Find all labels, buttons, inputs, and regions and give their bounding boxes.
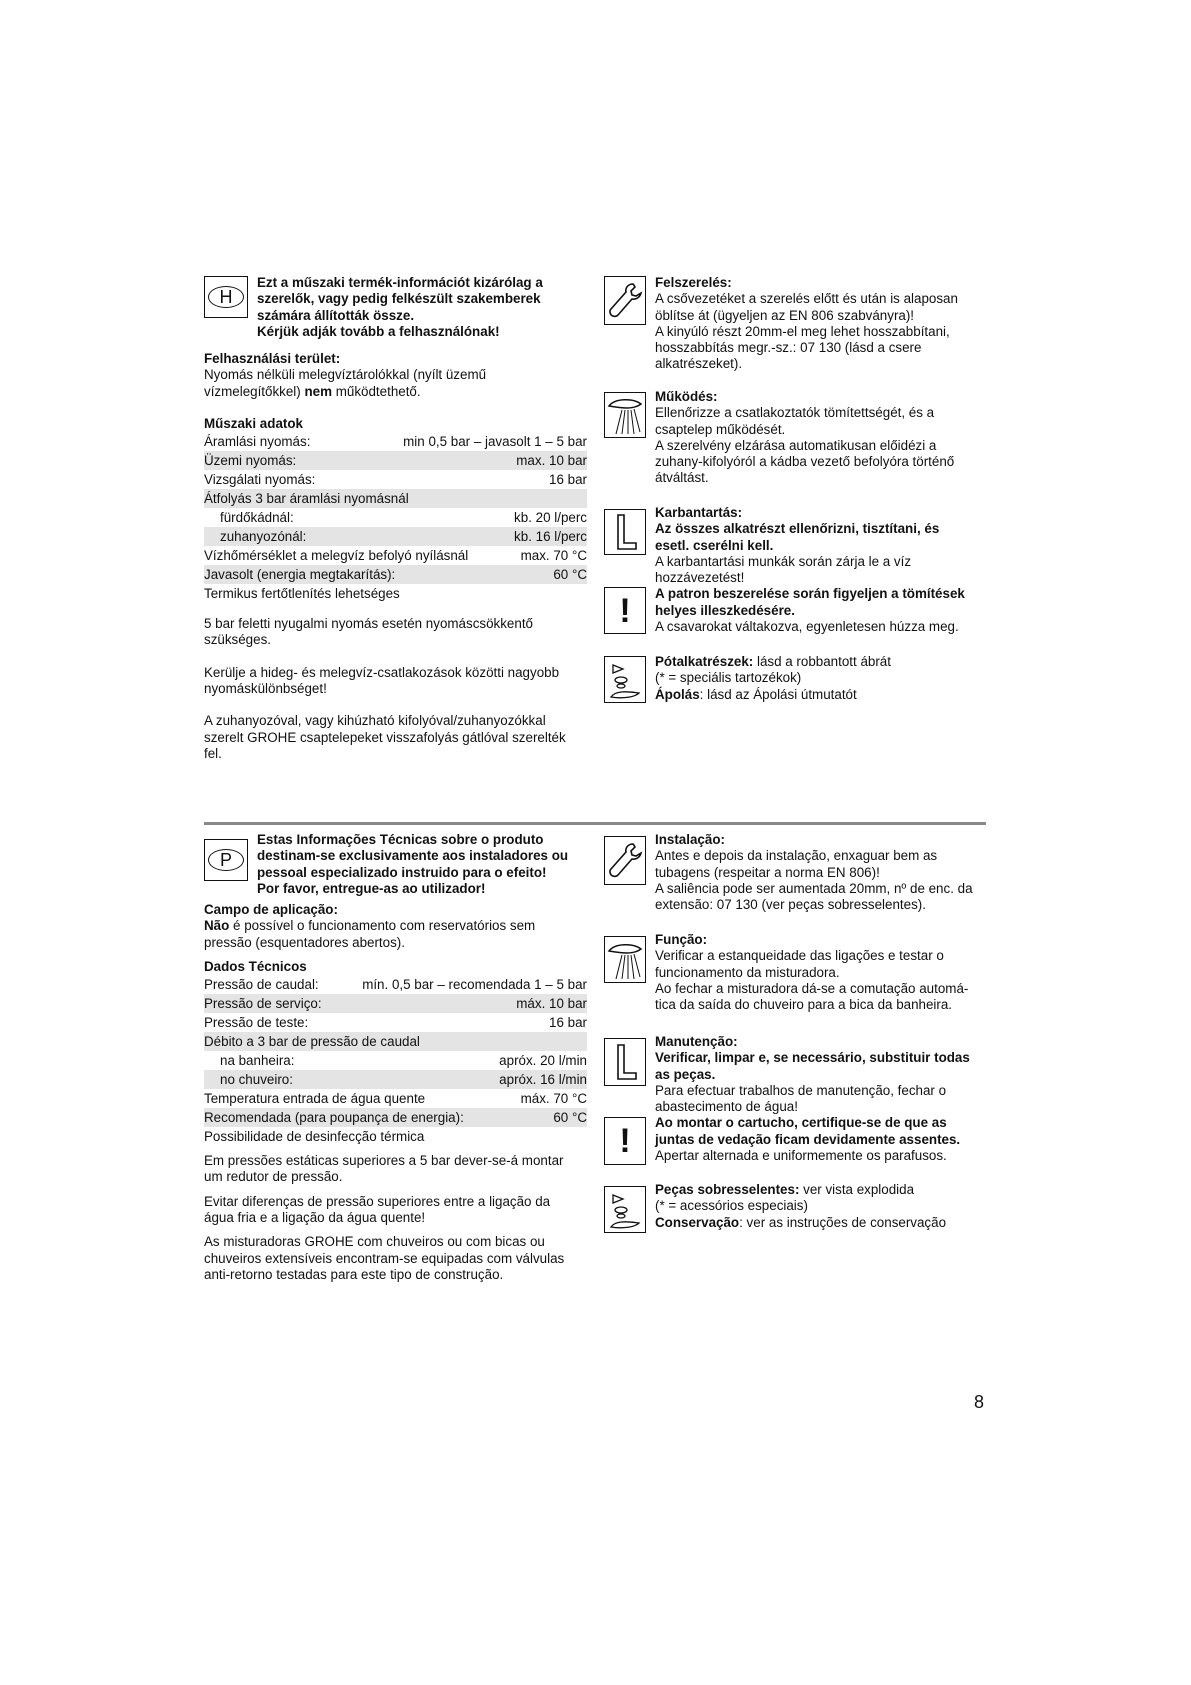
table-row: Átfolyás 3 bar áramlási nyomásnál [204, 489, 587, 508]
maintenance-title: Karbantartás: [655, 505, 743, 520]
language-code: P [219, 850, 232, 870]
intro-line: destinam-se exclusivamente aos instaladores ou [257, 848, 569, 864]
hex-key-icon [604, 509, 646, 555]
intro-notice [257, 832, 568, 897]
note: Em pressões estáticas superiores a 5 bar dever-se-á montar um redutor de pressão. [204, 1153, 564, 1185]
table-row: Termikus fertőtlenítés lehetséges [204, 586, 400, 602]
page-number: 8 [974, 1392, 985, 1412]
note: A zuhanyozóval, vagy kihúzható kifolyóval/zuhanyozókkal szerelt GROHE csaptelepeket visszafolyás gátlóval szerelték fel. [204, 713, 566, 761]
usage-line: vízmelegítőkkel) nem működtethető. [204, 383, 421, 399]
maintenance-block: Karbantartás: Az összes alkatrészt ellenőrizni, tisztítani, és esetl. cserélni kell. A karbantartási munkák során zárja le a víz hozzávezetést! A patron beszerelése során figyeljen a tömítések helyes illeszkedésére. A csavarokat váltakozva, egyenletesen húzza meg. [655, 505, 995, 635]
wrench-icon [604, 276, 646, 325]
maintenance-block: Manutenção: Verificar, limpar e, se necessário, substituir todas as peças. Para efectuar trabalhos de manutenção, fechar o abastecimento de água! Ao montar o cartucho, certifique-se de que as juntas de vedação ficam devidamente assentes. Apertar alternada e uniformemente os parafusos. [655, 1034, 995, 1164]
spare-parts-block: Peças sobresselentes: ver vista explodida (* = acessórios especiais) Conservação: ver as instruções de conservação [655, 1182, 947, 1230]
spare-parts-icon [604, 656, 646, 703]
tech-title: Dados Técnicos [204, 958, 307, 974]
usage-title: Campo de aplicação: [204, 902, 338, 917]
table-row: no chuveiro: apróx. 16 l/min [204, 1070, 587, 1089]
section-divider [204, 822, 986, 825]
maintenance-title: Manutenção: [655, 1034, 738, 1049]
note: As misturadoras GROHE com chuveiros ou com bicas ou chuveiros extensíveis encontram-se equipadas com válvulas anti-retorno testadas para este tipo de construção. [204, 1234, 565, 1282]
exclamation-icon: ! [604, 587, 646, 634]
tech-table [204, 975, 587, 1146]
table-row: Javasolt (energia megtakarítás): 60 °C [204, 567, 587, 583]
note: Kerülje a hideg- és melegvíz-csatlakozások közötti nagyobb nyomáskülönbséget! [204, 664, 560, 697]
left-column [204, 902, 587, 1283]
install-title: Instalação: [655, 832, 725, 847]
exclamation-icon: ! [604, 1117, 646, 1165]
language-badge-pt [204, 839, 248, 881]
usage-line: pressão (esquentadores abertos). [204, 934, 405, 950]
intro-notice [257, 275, 543, 340]
table-row: Pressão de caudal: mín. 0,5 bar – recomendada 1 – 5 bar [204, 977, 587, 993]
intro-line: Kérjük adják tovább a felhasználónak! [257, 323, 500, 339]
intro-line: Estas Informações Técnicas sobre o produto [257, 832, 544, 847]
spare-parts-block: Pótalkatrészek: lásd a robbantott ábrát (* = speciális tartozékok) Ápolás: lásd az Ápolási útmutatót [655, 654, 891, 702]
install-block: Felszerelés: A csővezetéket a szerelés előtt és után is alaposan öblítse át (ügyeljen az EN 806 szabványra)! A kinyúló részt 20mm-el meg lehet hosszabbítani, hosszabbítás megr.-sz.: 07 130 (lásd a csere alkatrészeket). [655, 275, 995, 373]
function-block: Működés: Ellenőrizze a csatlakoztatók tömítettségét, és a csaptelep működését. A szerelvény elzárása automatikusan előidézi a zuhany-kifolyóról a kádba vezető befolyóra történő átváltást. [655, 389, 995, 487]
usage-title: Felhasználási terület: [204, 351, 341, 366]
table-row: zuhanyozónál: kb. 16 l/perc [204, 527, 587, 546]
left-column [204, 351, 587, 762]
intro-line: Por favor, entregue-as ao utilizador! [257, 880, 486, 896]
intro-line: számára állították össze. [257, 307, 415, 323]
wrench-icon [604, 836, 646, 885]
table-row: Temperatura entrada de água quente máx. 70 °C [204, 1091, 587, 1107]
tech-table [204, 432, 587, 603]
spare-parts-icon [604, 1186, 646, 1233]
install-title: Felszerelés: [655, 275, 732, 290]
table-row: Pressão de serviço: máx. 10 bar [204, 996, 587, 1012]
note: 5 bar feletti nyugalmi nyomás esetén nyomáscsökkentő szükséges. [204, 616, 533, 648]
tech-title: Műszaki adatok [204, 415, 303, 431]
usage-line: Nyomás nélküli melegvíztárolókkal (nyílt üzemű [204, 367, 487, 383]
table-row: Áramlási nyomás: min 0,5 bar – javasolt 1 – 5 bar [204, 434, 587, 450]
language-code: H [219, 287, 233, 307]
table-row: Vizsgálati nyomás: 16 bar [204, 472, 587, 488]
install-block: Instalação: Antes e depois da instalação, enxaguar bem as tubagens (respeitar a norma EN 806)! A saliência pode ser aumentada 20mm, nº de enc. da extensão: 07 130 (ver peças sobresselentes). [655, 832, 995, 913]
intro-line: pessoal especializado instruido para o efeito! [257, 864, 547, 880]
function-block: Função: Verificar a estanqueidade das ligações e testar o funcionamento da misturadora. Ao fechar a misturadora dá-se a comutação automá- tica da saída do chuveiro para a bica da banheira. [655, 932, 995, 1013]
table-row: Vízhőmérséklet a melegvíz befolyó nyílásnál max. 70 °C [204, 548, 587, 564]
table-row: Possibilidade de desinfecção térmica [204, 1129, 425, 1145]
hex-key-icon [604, 1038, 646, 1086]
table-row: na banheira: apróx. 20 l/min [220, 1053, 587, 1069]
table-row: Recomendada (para poupança de energia): 60 °C [204, 1110, 587, 1126]
intro-line: Ezt a műszaki termék-információt kizárólag a [257, 275, 543, 290]
note: Evitar diferenças de pressão superiores entre a ligação da água fria e a ligação da água quente! [204, 1193, 551, 1226]
table-row: fürdőkádnál: kb. 20 l/perc [220, 510, 587, 526]
function-title: Működés: [655, 389, 718, 404]
function-title: Função: [655, 932, 708, 947]
shower-spray-icon [604, 936, 646, 983]
usage-line: Não é possível o funcionamento com reservatórios sem [204, 918, 536, 934]
language-badge-hu [204, 276, 248, 318]
table-row: Üzemi nyomás: max. 10 bar [204, 453, 587, 469]
intro-line: szerelők, vagy pedig felkészült szakemberek [257, 291, 541, 307]
table-row: Pressão de teste: 16 bar [204, 1015, 587, 1031]
table-row: Débito a 3 bar de pressão de caudal [204, 1032, 587, 1051]
shower-spray-icon [604, 392, 646, 438]
